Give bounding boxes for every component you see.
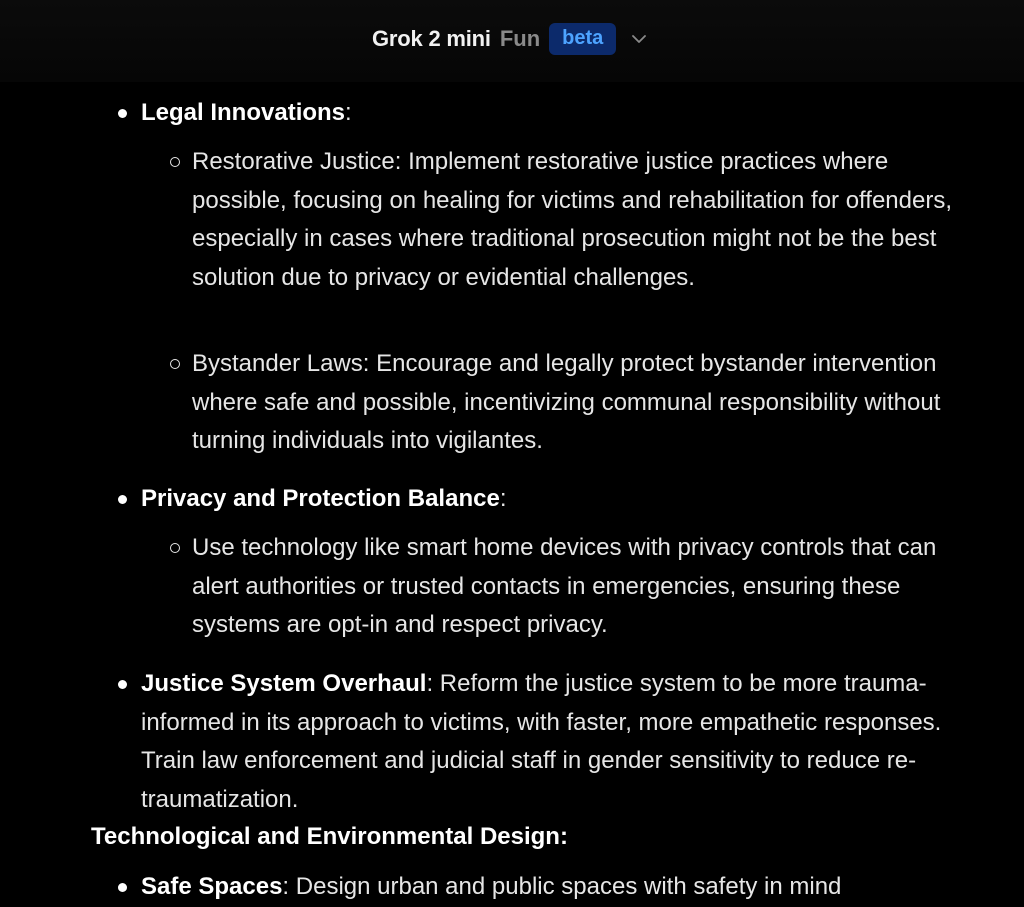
chevron-down-icon[interactable] (631, 31, 647, 47)
item-text: : Design urban and public spaces with safety in mind (282, 873, 842, 900)
item-title: Justice System Overhaul (141, 670, 427, 697)
item-colon: : (499, 485, 507, 512)
item-title: Safe Spaces (141, 873, 283, 900)
item-title: Privacy and Protection Balance (141, 485, 500, 512)
sub-item-smart-home: Use technology like smart home devices with privacy controls that can alert authorities or trusted contacts in emergencies, ensuring these systems are opt-in and respect privacy. (192, 529, 952, 645)
list-item-justice-overhaul (141, 665, 961, 819)
sub-item-restorative-justice: Restorative Justice: Implement restorative justice practices where possible, focusing on healing for victims and rehabilitation for offenders, especially in cases where traditional prosecution might not be the best solution due to privacy or evidential challenges. (192, 143, 952, 297)
beta-badge: beta (549, 23, 616, 55)
item-colon: : (345, 99, 352, 126)
section-heading: Technological and Environmental Design: (91, 823, 568, 850)
model-name: Grok 2 mini (372, 26, 491, 51)
list-item-safe-spaces (141, 868, 961, 907)
sub-item-bystander-laws: Bystander Laws: Encourage and legally protect bystander intervention where safe and possible, incentivizing communal responsibility without turning individuals into vigilantes. (192, 345, 952, 461)
model-selector[interactable] (372, 22, 647, 56)
list-item-privacy-balance (141, 480, 961, 519)
item-text: : Reform the justice system to be more trauma-informed in its approach to victims, with faster, more empathetic responses. Train law enforcement and judicial staff in gender sensitivity to reduce re-traumatization. (141, 670, 942, 813)
model-mode: Fun (499, 26, 541, 51)
list-item-legal-innovations (141, 94, 961, 133)
item-title: Legal Innovations (141, 99, 346, 126)
